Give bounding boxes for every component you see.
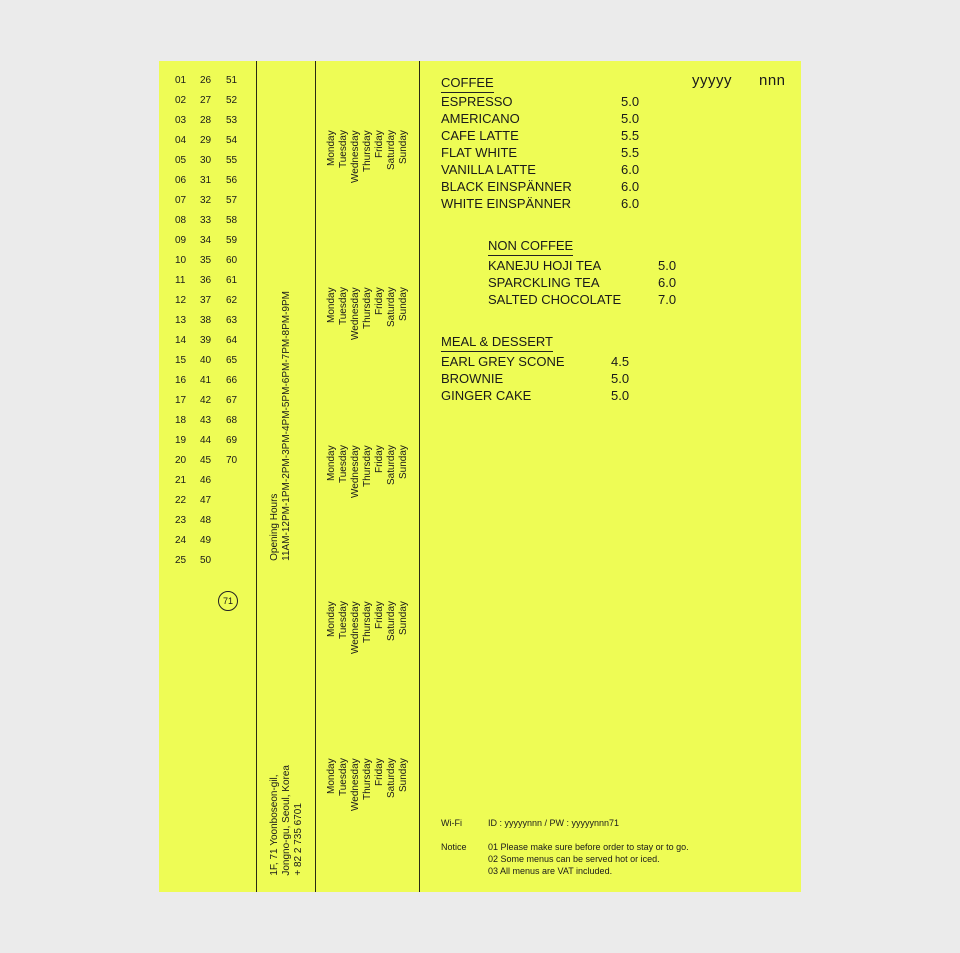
number-cell: 24 [175, 535, 187, 546]
number-cell: 39 [200, 335, 212, 346]
number-cell: 41 [200, 375, 212, 386]
weekday-label: Saturday [386, 130, 397, 171]
menu-item-price: 5.0 [611, 371, 630, 386]
menu-item-price: 5.0 [658, 258, 677, 273]
menu-item-price: 7.0 [658, 292, 677, 307]
number-cell: 23 [175, 515, 187, 526]
brand-name-part-1: yyyyy [692, 72, 732, 89]
weekday-label: Monday [326, 130, 337, 166]
number-cell: 56 [226, 175, 238, 186]
number-cell: 07 [175, 195, 187, 206]
number-cell: 35 [200, 255, 212, 266]
notice-label: Notice [441, 842, 467, 852]
menu-item-name: SPARCKLING TEA [488, 275, 600, 290]
weekday-block [326, 758, 410, 832]
number-cell: 61 [226, 275, 238, 286]
number-cell: 67 [226, 395, 238, 406]
weekday-label: Sunday [398, 758, 409, 792]
number-cell: 53 [226, 115, 238, 126]
notice-item: 01 Please make sure before order to stay or to go. [488, 842, 689, 852]
number-cell: 44 [200, 435, 212, 446]
number-cell: 66 [226, 375, 238, 386]
weekday-label: Thursday [362, 601, 373, 643]
menu-item-name: CAFE LATTE [441, 128, 519, 143]
number-cell: 43 [200, 415, 212, 426]
menu-item-name: VANILLA LATTE [441, 162, 536, 177]
number-cell: 40 [200, 355, 212, 366]
weekday-label: Sunday [398, 130, 409, 164]
wifi-label: Wi-Fi [441, 818, 462, 828]
number-cell: 27 [200, 95, 212, 106]
number-cell: 11 [175, 275, 186, 286]
number-cell: 10 [175, 255, 187, 266]
weekday-label: Thursday [362, 758, 373, 800]
divider-1 [256, 61, 257, 892]
number-cell: 58 [226, 215, 238, 226]
number-cell: 28 [200, 115, 212, 126]
weekday-label: Tuesday [338, 445, 349, 483]
number-cell: 62 [226, 295, 238, 306]
address-line-1: 1F, 71 Yoonboseon-gil, [269, 774, 280, 876]
menu-item-name: BROWNIE [441, 371, 504, 386]
menu-item-price: 4.5 [611, 354, 630, 369]
number-cell: 09 [175, 235, 187, 246]
number-cell: 05 [175, 155, 187, 166]
number-cell: 60 [226, 255, 238, 266]
number-cell: 02 [175, 95, 187, 106]
divider-2 [315, 61, 316, 892]
menu-item-name: FLAT WHITE [441, 145, 518, 160]
number-cell: 54 [226, 135, 238, 146]
weekday-label: Wednesday [350, 445, 361, 498]
section-title-meal: MEAL & DESSERT [441, 334, 553, 352]
weekday-label: Thursday [362, 287, 373, 329]
menu-item-price: 5.0 [611, 388, 630, 403]
number-cell: 46 [200, 475, 212, 486]
opening-hours [269, 291, 293, 561]
weekday-label: Wednesday [350, 758, 361, 811]
address-block [269, 765, 305, 876]
weekday-label: Saturday [386, 287, 397, 328]
weekday-label: Saturday [386, 445, 397, 486]
section-title-coffee: COFFEE [441, 75, 494, 93]
weekday-label: Wednesday [350, 287, 361, 340]
weekday-label: Saturday [386, 758, 397, 799]
section-title-noncoffee: NON COFFEE [488, 238, 573, 256]
number-cell: 08 [175, 215, 187, 226]
weekday-label: Monday [326, 445, 337, 481]
number-cell: 01 [175, 75, 187, 86]
number-cell: 50 [200, 555, 212, 566]
number-cell: 36 [200, 275, 212, 286]
number-cell: 65 [226, 355, 238, 366]
weekday-label: Monday [326, 758, 337, 794]
number-cell: 55 [226, 155, 238, 166]
menu-item-price: 6.0 [621, 196, 640, 211]
number-cell: 20 [175, 455, 187, 466]
weekday-label: Wednesday [350, 601, 361, 654]
menu-item-price: 6.0 [621, 162, 640, 177]
weekday-block [326, 445, 410, 519]
number-cell: 15 [175, 355, 187, 366]
weekday-label: Thursday [362, 130, 373, 172]
number-cell: 13 [175, 315, 187, 326]
wifi-value: ID : yyyyynnn / PW : yyyyynnn71 [488, 818, 620, 828]
menu-item-name: AMERICANO [441, 111, 520, 126]
number-cell: 34 [200, 235, 212, 246]
weekday-block [326, 287, 410, 361]
number-cell: 51 [226, 75, 238, 86]
number-cell: 69 [226, 435, 238, 446]
number-cell: 68 [226, 415, 238, 426]
weekday-label: Monday [326, 601, 337, 637]
menu-item-name: BLACK EINSPÄNNER [441, 179, 572, 194]
weekday-label: Monday [326, 287, 337, 323]
number-cell: 19 [175, 435, 187, 446]
weekday-label: Sunday [398, 601, 409, 635]
menu-item-price: 5.5 [621, 128, 640, 143]
address-line-2: Jongno-gu, Seoul, Korea [281, 765, 292, 876]
number-cell: 31 [200, 175, 212, 186]
number-cell: 33 [200, 215, 212, 226]
menu-item-name: SALTED CHOCOLATE [488, 292, 622, 307]
number-cell: 30 [200, 155, 212, 166]
menu-item-name: ESPRESSO [441, 94, 513, 109]
menu-poster [159, 61, 801, 892]
number-cell: 16 [175, 375, 187, 386]
weekday-label: Tuesday [338, 287, 349, 325]
opening-hours-value: 11AM-12PM-1PM-2PM-3PM-4PM-5PM-6PM-7PM-8PM-9PM [281, 291, 292, 561]
number-cell: 29 [200, 135, 212, 146]
menu-item-price: 5.0 [621, 111, 640, 126]
number-cell: 18 [175, 415, 187, 426]
menu-item-name: GINGER CAKE [441, 388, 532, 403]
number-cell: 38 [200, 315, 212, 326]
weekday-label: Tuesday [338, 601, 349, 639]
number-cell: 14 [175, 335, 187, 346]
number-cell: 21 [175, 475, 187, 486]
weekday-label: Friday [374, 601, 385, 629]
weekday-label: Friday [374, 287, 385, 315]
number-cell: 52 [226, 95, 238, 106]
number-cell: 59 [226, 235, 238, 246]
number-cell: 22 [175, 495, 187, 506]
number-cell: 47 [200, 495, 212, 506]
menu-item-price: 6.0 [658, 275, 677, 290]
number-badge: 71 [218, 591, 238, 611]
divider-3 [419, 61, 420, 892]
weekday-label: Wednesday [350, 130, 361, 183]
number-cell: 12 [175, 295, 187, 306]
weekday-label: Sunday [398, 287, 409, 321]
brand-name-part-2: nnn [759, 72, 786, 89]
weekday-block [326, 130, 410, 204]
notice-item: 03 All menus are VAT included. [488, 866, 613, 876]
number-cell: 04 [175, 135, 187, 146]
number-cell: 17 [175, 395, 187, 406]
weekday-label: Tuesday [338, 758, 349, 796]
weekday-label: Friday [374, 445, 385, 473]
notice-item: 02 Some menus can be served hot or iced. [488, 854, 660, 864]
weekday-label: Sunday [398, 445, 409, 479]
weekday-block [326, 601, 410, 675]
number-cell: 37 [200, 295, 212, 306]
weekday-label: Thursday [362, 445, 373, 487]
number-cell: 49 [200, 535, 212, 546]
number-cell: 03 [175, 115, 187, 126]
number-cell: 26 [200, 75, 212, 86]
number-cell: 45 [200, 455, 212, 466]
number-cell: 70 [226, 455, 238, 466]
number-cell: 57 [226, 195, 238, 206]
number-cell: 64 [226, 335, 238, 346]
menu-item-name: EARL GREY SCONE [441, 354, 565, 369]
number-cell: 42 [200, 395, 212, 406]
number-cell: 32 [200, 195, 212, 206]
number-cell: 63 [226, 315, 238, 326]
weekday-label: Friday [374, 758, 385, 786]
menu-item-price: 5.5 [621, 145, 640, 160]
weekday-label: Saturday [386, 601, 397, 642]
menu-item-price: 6.0 [621, 179, 640, 194]
address-line-3: + 82 2 735 6701 [293, 803, 304, 876]
menu-item-name: KANEJU HOJI TEA [488, 258, 602, 273]
number-cell: 48 [200, 515, 212, 526]
number-cell: 25 [175, 555, 187, 566]
weekday-label: Tuesday [338, 130, 349, 168]
opening-hours-label: Opening Hours [269, 493, 280, 561]
menu-item-name: WHITE EINSPÄNNER [441, 196, 572, 211]
menu-item-price: 5.0 [621, 94, 640, 109]
number-cell: 06 [175, 175, 187, 186]
weekday-label: Friday [374, 130, 385, 158]
